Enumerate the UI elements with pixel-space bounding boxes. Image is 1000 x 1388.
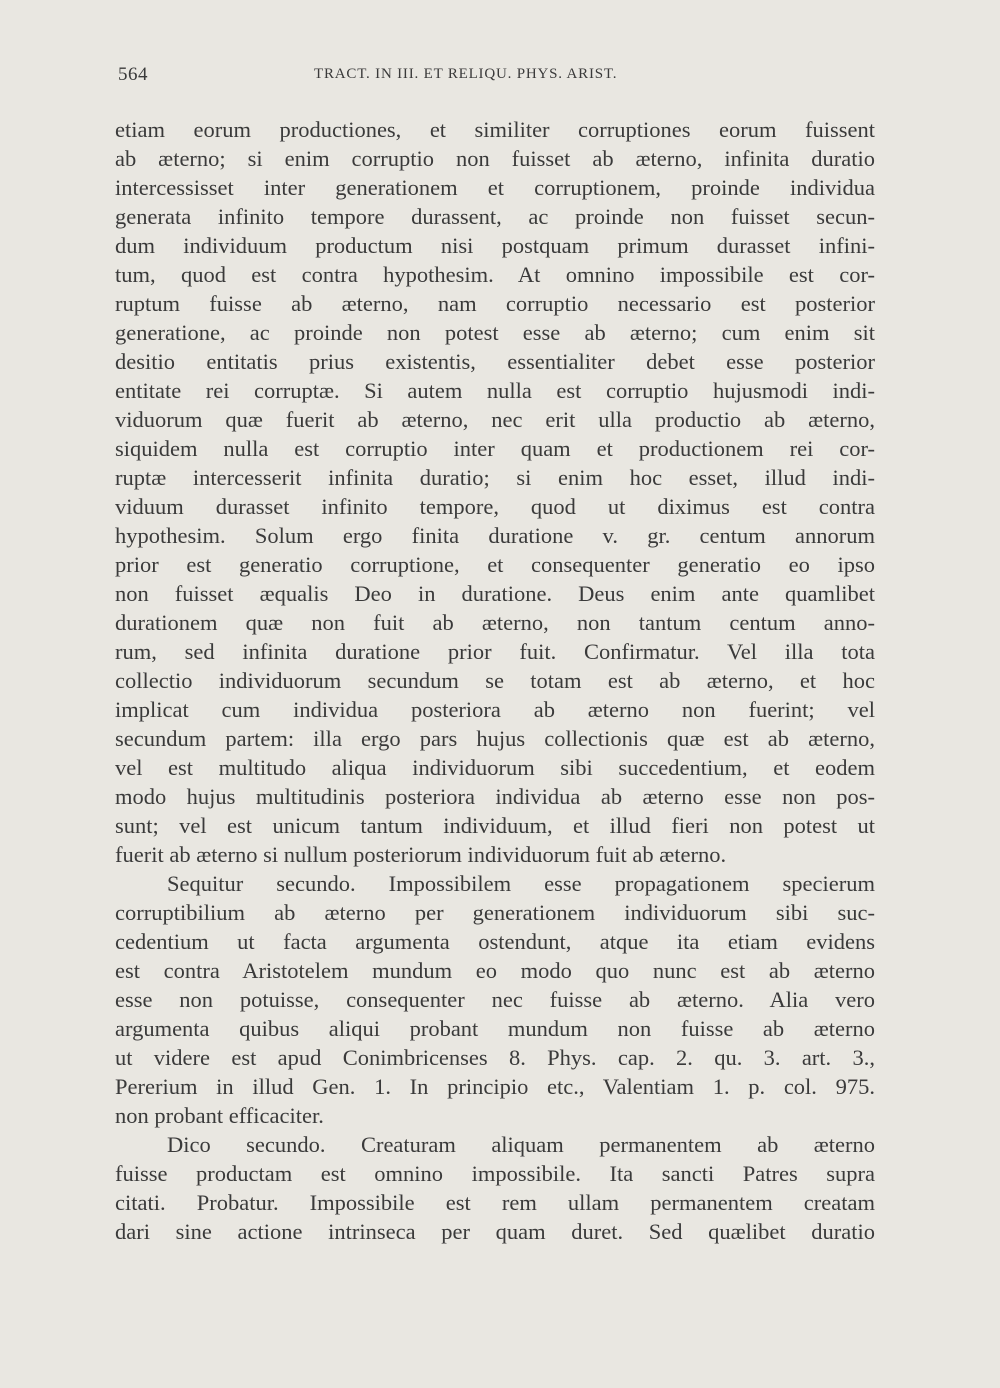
text-line: ut videre est apud Conimbricenses 8. Phys. cap. 2. qu. 3. art. 3., xyxy=(115,1045,875,1070)
text-line: desitio entitatis prius existentis, essentialiter debet esse posterior xyxy=(115,349,875,374)
text-line: secundum partem: illa ergo pars hujus collectionis quæ est ab æterno, xyxy=(115,726,875,751)
text-line: collectio individuorum secundum se totam est ab æterno, et hoc xyxy=(115,668,875,693)
text-line: argumenta quibus aliqui probant mundum non fuisse ab æterno xyxy=(115,1016,875,1041)
page-header xyxy=(118,64,874,88)
text-line: modo hujus multitudinis posteriora individua ab æterno esse non pos- xyxy=(115,784,875,809)
text-line: fuisse productam est omnino impossibile. Ita sancti Patres supra xyxy=(115,1161,875,1186)
running-head: TRACT. IN III. ET RELIQU. PHYS. ARIST. xyxy=(314,66,618,82)
text-line: ab æterno; si enim corruptio non fuisset ab æterno, infinita duratio xyxy=(115,146,875,171)
text-line: ruptæ intercesserit infinita duratio; si enim hoc esset, illud indi- xyxy=(115,465,875,490)
text-line: generata infinito tempore durassent, ac proinde non fuisset secun- xyxy=(115,204,875,229)
text-line: cedentium ut facta argumenta ostendunt, atque ita etiam evidens xyxy=(115,929,875,954)
text-line: tum, quod est contra hypothesim. At omnino impossibile est cor- xyxy=(115,262,875,287)
text-line: generatione, ac proinde non potest esse ab æterno; cum enim sit xyxy=(115,320,875,345)
text-line: vel est multitudo aliqua individuorum sibi succedentium, et eodem xyxy=(115,755,875,780)
body-text xyxy=(115,115,875,1246)
text-line: non fuisset æqualis Deo in duratione. Deus enim ante quamlibet xyxy=(115,581,875,606)
text-line: Sequitur secundo. Impossibilem esse propagationem specierum xyxy=(167,871,875,896)
text-line: Dico secundo. Creaturam aliquam permanentem ab æterno xyxy=(167,1132,875,1157)
text-line: dari sine actione intrinseca per quam duret. Sed quælibet duratio xyxy=(115,1219,875,1244)
text-line: prior est generatio corruptione, et consequenter generatio eo ipso xyxy=(115,552,875,577)
text-line: est contra Aristotelem mundum eo modo quo nunc est ab æterno xyxy=(115,958,875,983)
text-line: fuerit ab æterno si nullum posteriorum individuorum fuit ab æterno. xyxy=(115,842,727,867)
text-line: siquidem nulla est corruptio inter quam et productionem rei cor- xyxy=(115,436,875,461)
text-line: Pererium in illud Gen. 1. In principio etc., Valentiam 1. p. col. 975. xyxy=(115,1074,875,1099)
text-line: non probant efficaciter. xyxy=(115,1103,324,1128)
text-line: durationem quæ non fuit ab æterno, non tantum centum anno- xyxy=(115,610,875,635)
text-line: sunt; vel est unicum tantum individuum, et illud fieri non potest ut xyxy=(115,813,875,838)
text-line: dum individuum productum nisi postquam primum durasset infini- xyxy=(115,233,875,258)
text-line: hypothesim. Solum ergo finita duratione v. gr. centum annorum xyxy=(115,523,875,548)
text-line: ruptum fuisse ab æterno, nam corruptio necessario est posterior xyxy=(115,291,875,316)
text-line: esse non potuisse, consequenter nec fuisse ab æterno. Alia vero xyxy=(115,987,875,1012)
text-line: viduorum quæ fuerit ab æterno, nec erit ulla productio ab æterno, xyxy=(115,407,875,432)
text-line: viduum durasset infinito tempore, quod ut diximus est contra xyxy=(115,494,875,519)
text-line: intercessisset inter generationem et corruptionem, proinde individua xyxy=(115,175,875,200)
page-number: 564 xyxy=(118,64,148,85)
text-line: etiam eorum productiones, et similiter corruptiones eorum fuissent xyxy=(115,117,875,142)
text-line: implicat cum individua posteriora ab æterno non fuerint; vel xyxy=(115,697,875,722)
text-line: entitate rei corruptæ. Si autem nulla est corruptio hujusmodi indi- xyxy=(115,378,875,403)
text-line: citati. Probatur. Impossibile est rem ullam permanentem creatam xyxy=(115,1190,875,1215)
text-line: corruptibilium ab æterno per generationem individuorum sibi suc- xyxy=(115,900,875,925)
text-line: rum, sed infinita duratione prior fuit. Confirmatur. Vel illa tota xyxy=(115,639,875,664)
